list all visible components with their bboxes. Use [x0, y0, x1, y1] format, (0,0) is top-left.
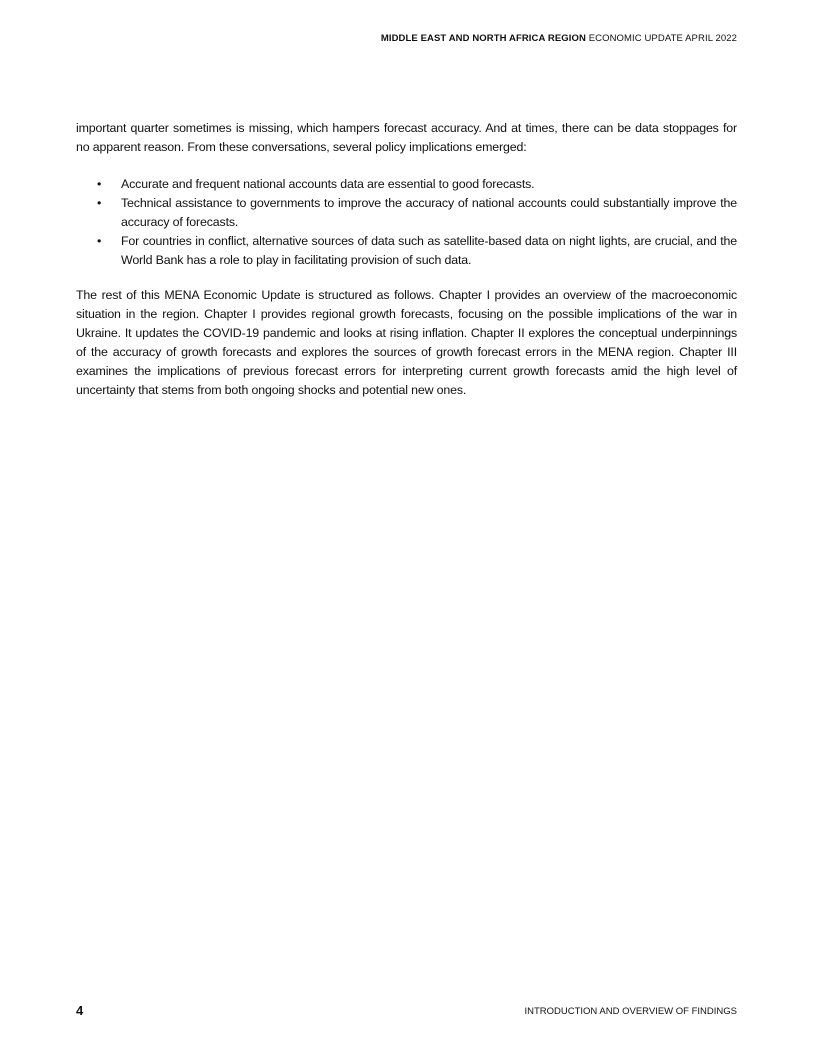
list-item: [76, 175, 737, 194]
paragraph-structure: The rest of this MENA Economic Update is structured as follows. Chapter I provides an overview of the macroeconomic situation in the region. Chapter I provides regional growth forecasts, focusing on the possible implications of the war in Ukraine. It updates the COVID-19 pandemic and looks at rising inflation. Chapter II explores the conceptual underpinnings of the accuracy of growth forecasts and explores the sources of growth forecast errors in the MENA region. Chapter III examines the implications of previous forecast errors for interpreting current growth forecasts amid the high level of uncertainty that stems from both ongoing shocks and potential new ones.: [76, 288, 737, 397]
policy-implications-list: [76, 175, 737, 270]
page-footer: [76, 1003, 737, 1019]
list-item: [76, 232, 737, 270]
paragraph-intro: important quarter sometimes is missing, which hampers forecast accuracy. And at times, there can be data stoppages for no apparent reason. From these conversations, several policy implications emerged:: [76, 121, 737, 154]
bullet-icon: •: [97, 234, 102, 248]
list-item-text: For countries in conflict, alternative sources of data such as satellite-based data on night lights, are crucial, and the World Bank has a role to play in facilitating provision of such data.: [121, 234, 737, 267]
footer-section-title: INTRODUCTION AND OVERVIEW OF FINDINGS: [524, 1006, 737, 1017]
list-item-text: Technical assistance to governments to improve the accuracy of national accounts could substantially improve the accuracy of forecasts.: [121, 196, 737, 229]
page-number: 4: [76, 1003, 84, 1018]
list-item: [76, 194, 737, 232]
main-content: [76, 119, 737, 400]
list-item-text: Accurate and frequent national accounts data are essential to good forecasts.: [121, 177, 535, 191]
bullet-icon: •: [97, 177, 102, 191]
running-header: [381, 33, 737, 44]
header-region: MIDDLE EAST AND NORTH AFRICA REGION: [380, 33, 586, 44]
bullet-icon: •: [97, 196, 102, 210]
header-report-title: ECONOMIC UPDATE APRIL 2022: [588, 33, 737, 44]
